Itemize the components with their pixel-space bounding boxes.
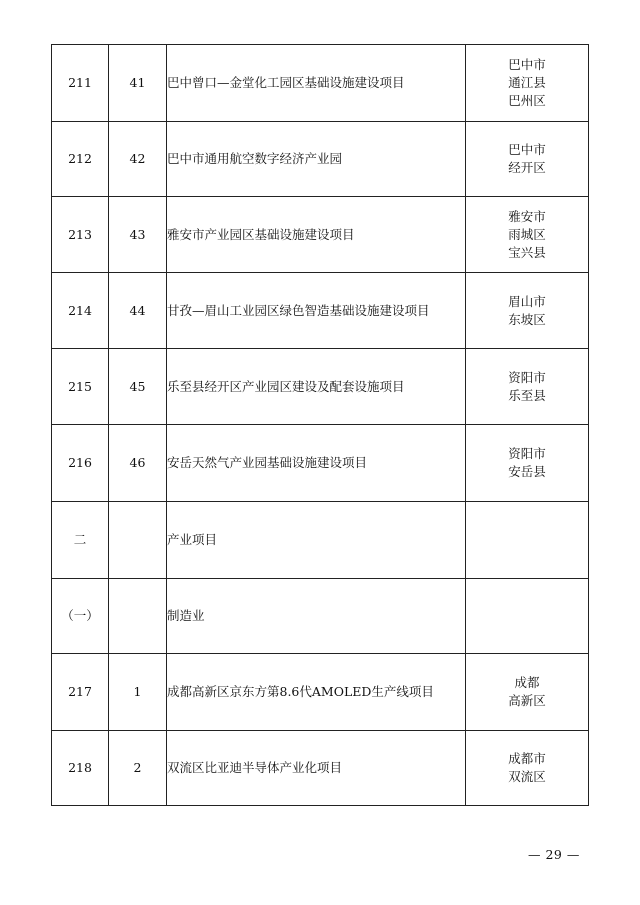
table-row <box>52 273 589 349</box>
project-name-cell: 乐至县经开区产业园区建设及配套设施项目 <box>167 349 466 425</box>
subsection-title-cell: 制造业 <box>167 579 466 654</box>
subsection-number-cell: （一） <box>52 579 109 654</box>
location-line: 雅安市 <box>508 208 546 224</box>
location-line: 雨城区 <box>508 226 546 242</box>
page-number: — 29 — <box>528 847 580 862</box>
location-line: 安岳县 <box>508 464 546 479</box>
sub-seq-cell <box>109 579 167 654</box>
sub-seq-cell: 45 <box>109 349 167 425</box>
location-cell <box>466 425 589 502</box>
location-cell <box>466 45 589 122</box>
location-line: 通江县 <box>508 75 546 90</box>
sub-seq-cell: 44 <box>109 273 167 349</box>
table-row <box>52 731 589 806</box>
location-line: 东坡区 <box>508 311 546 327</box>
project-name-cell: 成都高新区京东方第8.6代AMOLED生产线项目 <box>167 654 466 731</box>
sub-seq-cell: 2 <box>109 731 167 806</box>
seq-cell: 214 <box>52 273 109 349</box>
location-cell <box>466 349 589 425</box>
seq-cell: 216 <box>52 425 109 502</box>
location-cell <box>466 502 589 579</box>
location-line: 资阳市 <box>508 446 546 461</box>
table-row <box>52 349 589 425</box>
project-name-cell: 甘孜—眉山工业园区绿色智造基础设施建设项目 <box>167 273 466 349</box>
project-name-cell: 雅安市产业园区基础设施建设项目 <box>167 197 466 273</box>
location-cell <box>466 654 589 731</box>
project-table-body <box>52 45 589 806</box>
sub-seq-cell: 42 <box>109 122 167 197</box>
location-line: 眉山市 <box>508 293 546 309</box>
table-row <box>52 122 589 197</box>
location-line: 资阳市 <box>508 369 546 385</box>
location-line: 宝兴县 <box>508 244 546 260</box>
location-cell <box>466 122 589 197</box>
subsection-row <box>52 579 589 654</box>
project-table <box>51 44 589 806</box>
location-line: 成都 <box>514 675 540 690</box>
section-title-cell: 产业项目 <box>167 502 466 579</box>
table-row <box>52 425 589 502</box>
seq-cell: 213 <box>52 197 109 273</box>
project-name-cell: 巴中曾口—金堂化工园区基础设施建设项目 <box>167 45 466 122</box>
location-line: 巴州区 <box>508 93 546 108</box>
location-line: 高新区 <box>508 693 546 708</box>
sub-seq-cell: 1 <box>109 654 167 731</box>
location-line: 巴中市 <box>508 142 546 157</box>
project-name-cell: 安岳天然气产业园基础设施建设项目 <box>167 425 466 502</box>
location-line: 成都市 <box>508 751 546 766</box>
sub-seq-cell: 43 <box>109 197 167 273</box>
table-row <box>52 197 589 273</box>
section-row <box>52 502 589 579</box>
project-name-cell: 巴中市通用航空数字经济产业园 <box>167 122 466 197</box>
location-line: 双流区 <box>508 769 546 784</box>
seq-cell: 215 <box>52 349 109 425</box>
location-cell <box>466 197 589 273</box>
sub-seq-cell: 41 <box>109 45 167 122</box>
seq-cell: 217 <box>52 654 109 731</box>
section-number-cell: 二 <box>52 502 109 579</box>
location-line: 巴中市 <box>508 57 546 72</box>
project-name-cell: 双流区比亚迪半导体产业化项目 <box>167 731 466 806</box>
seq-cell: 218 <box>52 731 109 806</box>
table-row <box>52 654 589 731</box>
table-row <box>52 45 589 122</box>
sub-seq-cell <box>109 502 167 579</box>
seq-cell: 212 <box>52 122 109 197</box>
location-line: 经开区 <box>508 160 546 175</box>
location-cell <box>466 579 589 654</box>
location-line: 乐至县 <box>508 387 546 403</box>
location-cell <box>466 731 589 806</box>
sub-seq-cell: 46 <box>109 425 167 502</box>
location-cell <box>466 273 589 349</box>
seq-cell: 211 <box>52 45 109 122</box>
